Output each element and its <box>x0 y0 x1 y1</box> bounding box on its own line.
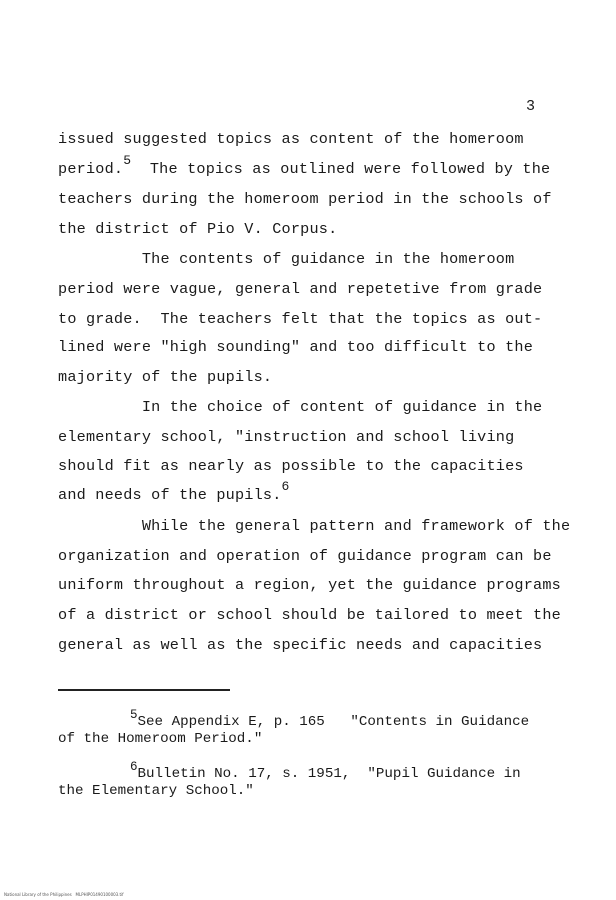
footnote-6-line-2: the Elementary School." <box>58 783 254 799</box>
body-line-4: the district of Pio V. Corpus. <box>58 220 338 238</box>
body-line-2: period.5 The topics as outlined were followed by the <box>58 153 551 178</box>
footnote-ref-6: 6 <box>281 479 290 494</box>
page-number: 3 <box>526 98 536 115</box>
body-line-10: In the choice of content of guidance in the <box>58 398 543 416</box>
body-line-6: period were vague, general and repetetive from grade <box>58 280 543 298</box>
body-line-17: of a district or school should be tailored to meet the <box>58 606 561 624</box>
body-line-3: teachers during the homeroom period in the schools of <box>58 190 552 208</box>
footnote-5-line-2: of the Homeroom Period." <box>58 731 263 747</box>
body-line-16: uniform throughout a region, yet the guidance programs <box>58 576 561 594</box>
body-line-12: should fit as nearly as possible to the capacities <box>58 457 524 475</box>
body-line-1: issued suggested topics as content of the homeroom <box>58 130 524 148</box>
footnote-6-line-1: 6Bulletin No. 17, s. 1951, "Pupil Guidance in <box>130 760 521 782</box>
body-line-13: and needs of the pupils.6 <box>58 479 290 504</box>
footnote-5-line-1: 5See Appendix E, p. 165 "Contents in Guidance <box>130 708 530 730</box>
body-line-7: to grade. The teachers felt that the topics as out- <box>58 310 543 328</box>
body-line-9: majority of the pupils. <box>58 368 273 386</box>
body-line-18: general as well as the specific needs and capacities <box>58 636 543 654</box>
footnote-ref-5: 5 <box>123 153 132 168</box>
footnote-separator <box>58 689 230 691</box>
body-line-14: While the general pattern and framework of the <box>58 517 571 535</box>
scan-note: National Library of the Philippines MLPHIP01490100003.tif <box>4 892 124 897</box>
body-line-8: lined were "high sounding" and too difficult to the <box>58 338 534 356</box>
body-line-5: The contents of guidance in the homeroom <box>58 250 515 268</box>
body-line-15: organization and operation of guidance program can be <box>58 547 552 565</box>
body-line-11: elementary school, "instruction and school living <box>58 428 515 446</box>
